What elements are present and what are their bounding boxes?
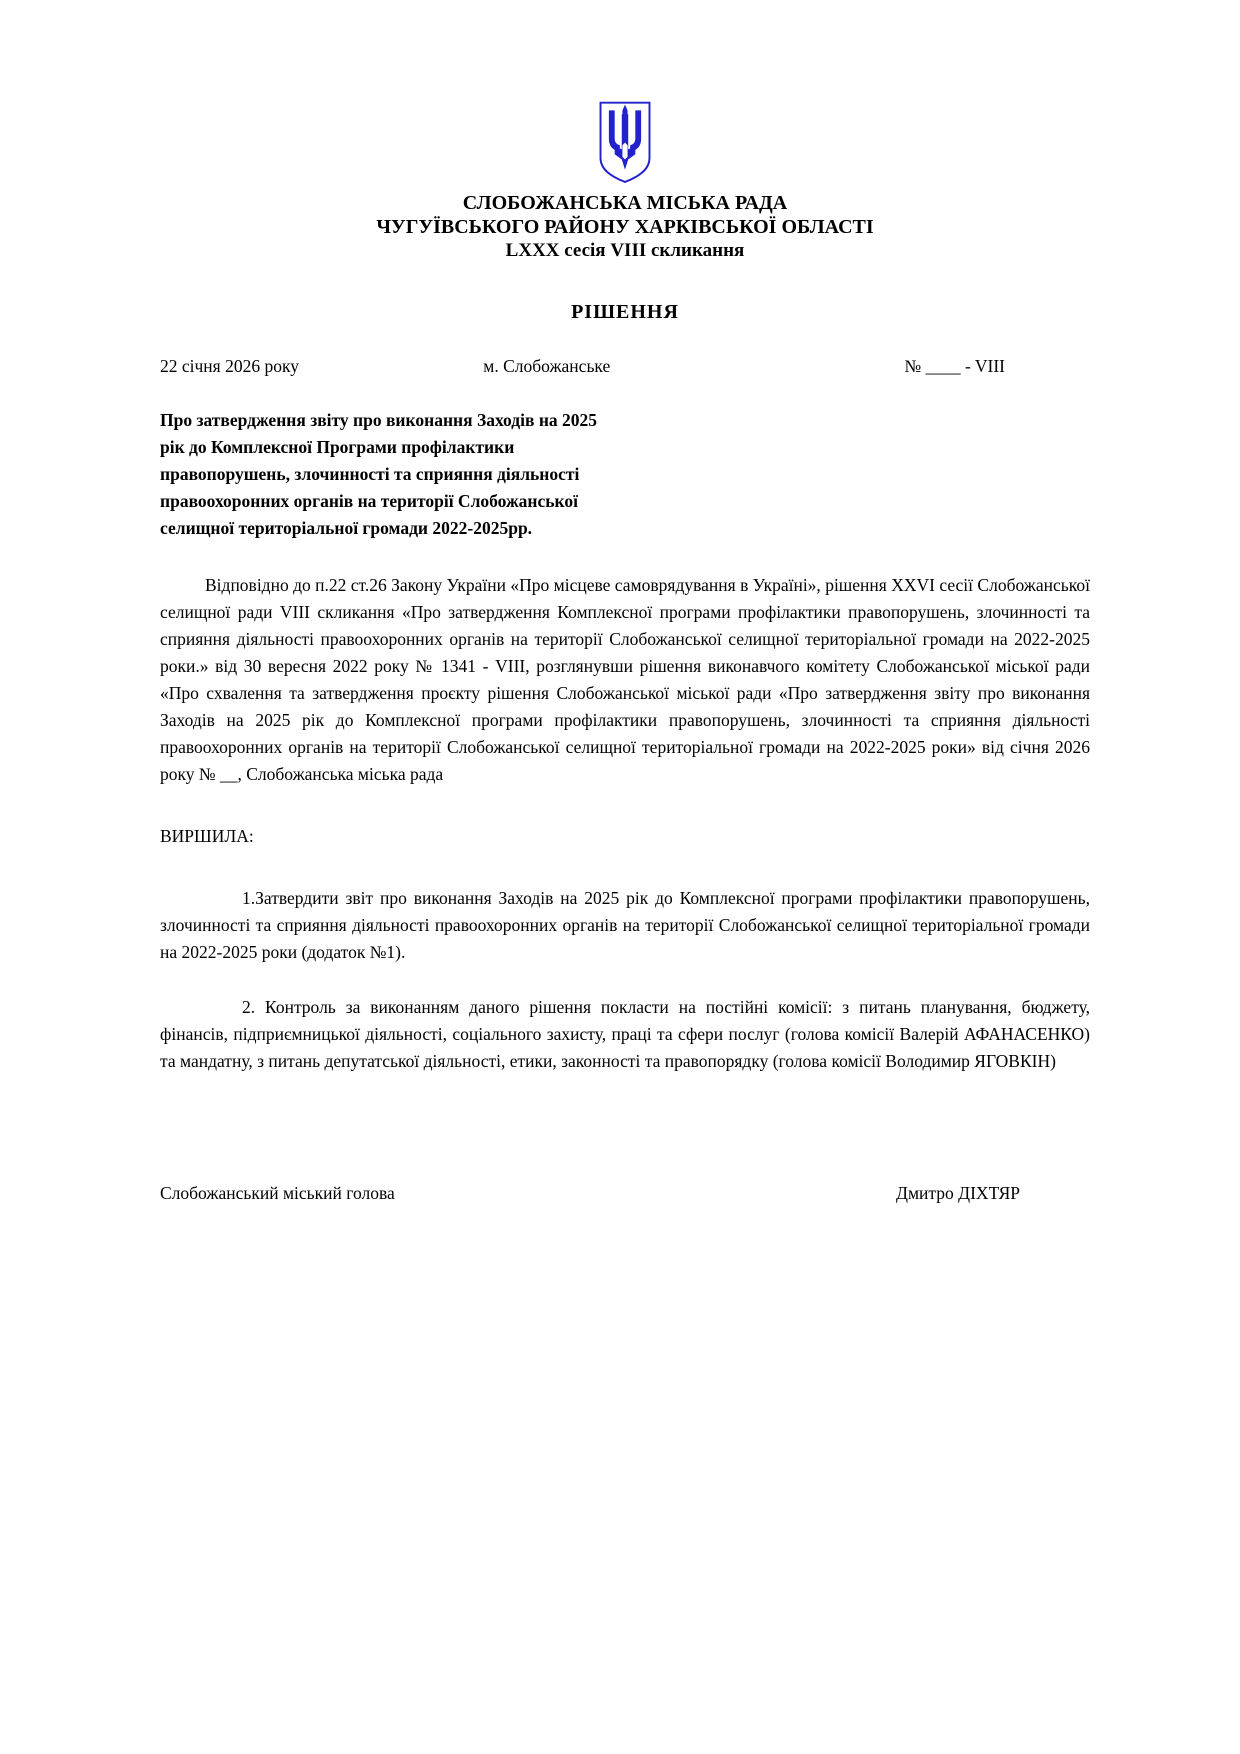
doc-number: № ____ - VIII bbox=[904, 356, 1005, 376]
preamble-text: Відповідно до п.22 ст.26 Закону України «Про місцеве самоврядування в Україні», рішення XXVI сесії Слобожанської селищної ради VIII скликання «Про затвердження Комплексної програми профілактики правопорушень, злочинності та сприяння діяльності правоохоронних органів на території Слобожанської селищної територіальної громади на 2022-2025 роки.» від 30 вересня 2022 року № 1341 - VIII, розглянувши рішення виконавчого комітету Слобожанської міської ради «Про схвалення та затвердження проєкту рішення Слобожанської міської ради «Про затвердження звіту про виконання Заходів на 2025 рік до Комплексної програми профілактики правопорушень, злочинності та сприяння діяльності правоохоронних органів на території Слобожанської селищної територіальної громади на 2022-2025 роки» від січня 2026 року № __, Слобожанська міська рада bbox=[160, 575, 1090, 784]
decision-item-1: 1.Затвердити звіт про виконання Заходів на 2025 рік до Комплексної програми профілактики правопорушень, злочинності та сприяння діяльності правоохоронних органів на території Слобожанської селищної територіальної громади на 2022-2025 роки (додаток №1). bbox=[160, 888, 1090, 962]
emblem-container bbox=[160, 100, 1090, 189]
doc-title: РІШЕННЯ bbox=[571, 301, 679, 323]
decision-item-2: 2. Контроль за виконанням даного рішення покласти на постійні комісії: з питань планування, бюджету, фінансів, підприємницької діяльності, соціального захисту, праці та сфери послуг (голова комісії Валерій АФАНАСЕНКО) та мандатну, з питань депутатської діяльності, етики, законності та правопорядку (голова комісії Володимир ЯГОВКІН) bbox=[160, 997, 1090, 1071]
org-region: ЧУГУЇВСЬКОГО РАЙОНУ ХАРКІВСЬКОЇ ОБЛАСТІ bbox=[376, 216, 874, 238]
subject-text: Про затвердження звіту про виконання Заходів на 2025 рік до Комплексної Програми профілактики правопорушень, злочинності та сприяння діяльності правоохоронних органів на території Слобожанської селищної територіальної громади 2022-2025рр. bbox=[160, 410, 598, 538]
resolution-word: ВИРШИЛА: bbox=[160, 826, 254, 846]
signature-name: Дмитро ДІХТЯР bbox=[896, 1183, 1020, 1203]
org-name: СЛОБОЖАНСЬКА МІСЬКА РАДА bbox=[462, 192, 788, 214]
doc-place: м. Слобожанське bbox=[483, 356, 611, 376]
ukraine-trident-emblem-icon bbox=[596, 100, 654, 184]
meta-row bbox=[160, 356, 1090, 377]
signature-position: Слобожанський міський голова bbox=[160, 1183, 395, 1203]
signature-row bbox=[160, 1183, 1090, 1204]
doc-date: 22 січня 2026 року bbox=[160, 356, 299, 376]
session-line: LXXX сесія VIII скликання bbox=[505, 240, 745, 261]
